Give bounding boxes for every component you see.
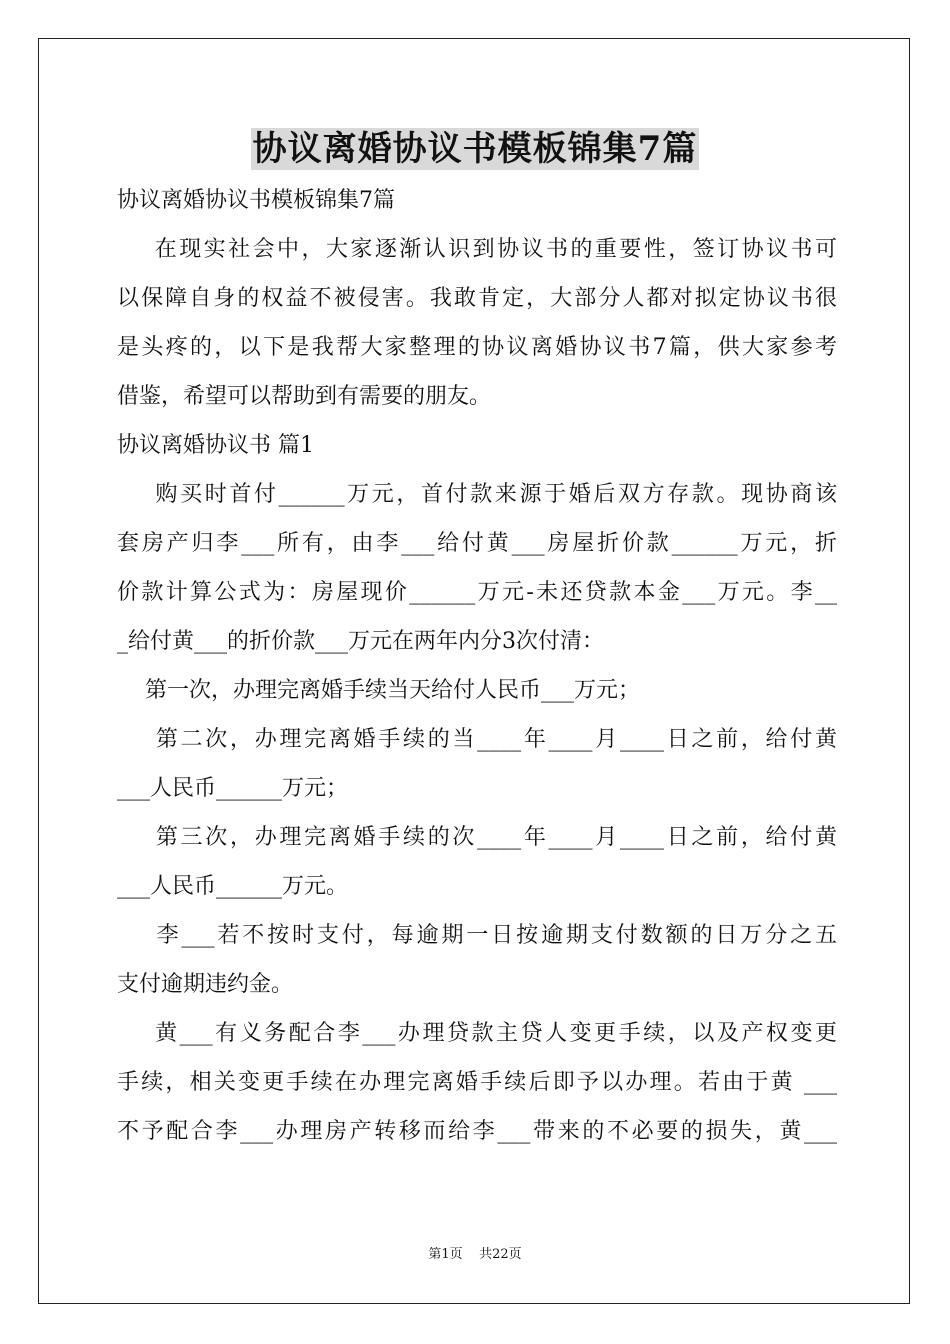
title-container (0, 128, 950, 170)
text-line: ___人民币______万元； (117, 776, 349, 801)
text-line: _给付黄___的折价款___万元在两年内分3次付清： (117, 629, 604, 654)
document-subtitle: 协议离婚协议书模板锦集7篇 (117, 188, 395, 213)
document-title: 协议离婚协议书模板锦集7篇 (252, 129, 698, 169)
text-line: 不予配合李___办理房产转移而给李___带来的不必要的损失，黄___ (117, 1119, 837, 1144)
text-line: 以保障自身的权益不被侵害。我敢肯定，大部分人都对拟定协议书很 (117, 286, 837, 311)
text-line: 支付逾期违约金。 (117, 972, 294, 997)
text-line: 李___若不按时支付，每逾期一日按逾期支付数额的日万分之五 (117, 923, 837, 948)
text-line: 价款计算公式为：房屋现价______万元-未还贷款本金___万元。李__ (117, 580, 837, 605)
text-line: 借鉴，希望可以帮助到有需要的朋友。 (117, 384, 492, 409)
document-body (117, 176, 837, 1156)
text-line: 手续，相关变更手续在办理完离婚手续后即予以办理。若由于黄 ___ (117, 1070, 837, 1095)
text-line: 第三次，办理完离婚手续的次____年____月____日之前，给付黄 (117, 825, 837, 850)
page-total: 共22页 (479, 1247, 522, 1262)
text-line: 第二次，办理完离婚手续的当____年____月____日之前，给付黄 (117, 727, 837, 752)
page-footer (0, 1243, 950, 1262)
text-line: 套房产归李___所有，由李___给付黄___房屋折价款______万元，折 (117, 531, 837, 556)
text-line: 黄___有义务配合李___办理贷款主贷人变更手续，以及产权变更 (117, 1021, 837, 1046)
text-line: 购买时首付______万元，首付款来源于婚后双方存款。现协商该 (117, 482, 837, 507)
text-line: 是头疼的，以下是我帮大家整理的协议离婚协议书7篇，供大家参考 (117, 335, 837, 360)
text-line: 在现实社会中，大家逐渐认识到协议书的重要性，签订协议书可 (117, 237, 837, 262)
paragraph-lines (117, 225, 837, 1156)
text-line: 协议离婚协议书 篇1 (117, 433, 314, 458)
text-line: 第一次，办理完离婚手续当天给付人民币___万元； (117, 678, 640, 703)
text-line: ___人民币______万元。 (117, 874, 349, 899)
page-number: 第1页 (428, 1247, 463, 1262)
